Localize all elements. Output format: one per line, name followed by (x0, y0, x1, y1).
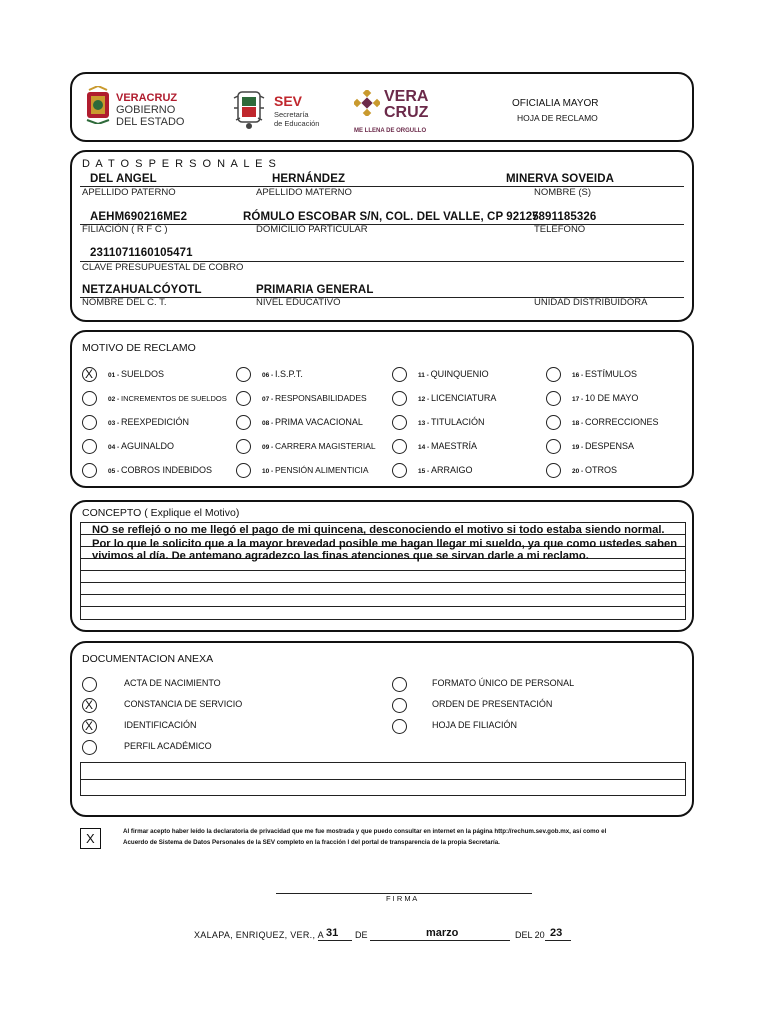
motivo-checkbox[interactable] (82, 439, 97, 454)
apellido-paterno-value: DEL ANGEL (90, 173, 157, 185)
motivo-option-label (262, 370, 303, 380)
motivo-option-label (418, 418, 485, 428)
motivo-option-number: 05 - (108, 468, 122, 475)
motivo-option-text: 10 DE MAYO (585, 393, 639, 403)
motivo-option-label (108, 394, 227, 404)
apellido-materno-label: APELLIDO MATERNO (256, 187, 352, 198)
documentacion-lines (80, 762, 686, 796)
document-option-label: IDENTIFICACIÓN (124, 720, 197, 730)
row2-line (80, 224, 684, 225)
motivo-option-number: 12 - (418, 396, 432, 403)
datos-personales-title: D A T O S P E R S O N A L E S (82, 158, 278, 170)
veracruz-logo-line3: DEL ESTADO (116, 116, 185, 128)
motivo-option-text: QUINQUENIO (430, 369, 489, 379)
motivo-option-number: 15 - (418, 468, 432, 475)
motivo-option-text: CORRECCIONES (585, 417, 659, 427)
motivo-checkbox[interactable] (546, 439, 561, 454)
date-month-line (370, 940, 510, 941)
motivo-option-text: PENSIÓN ALIMENTICIA (275, 465, 369, 475)
motivo-checkbox[interactable] (546, 391, 561, 406)
document-option-label: CONSTANCIA DE SERVICIO (124, 699, 243, 709)
document-check-mark: X (85, 698, 94, 712)
motivo-option-text: MAESTRÍA (431, 441, 478, 451)
sev-shield-icon (232, 88, 266, 135)
motivo-option-label (418, 466, 473, 476)
sev-logo-abbr: SEV (274, 93, 303, 109)
motivo-option-text: REEXPEDICIÓN (121, 417, 190, 427)
motivo-option-label (108, 370, 164, 380)
sev-logo-line1: Secretaría (274, 110, 309, 119)
nombre-label: NOMBRE (S) (534, 187, 591, 198)
motivo-option-number: 08 - (262, 420, 276, 427)
document-option-label: HOJA DE FILIACIÓN (432, 720, 518, 730)
document-option-label: ORDEN DE PRESENTACIÓN (432, 699, 553, 709)
nivel-value: PRIMARIA GENERAL (256, 284, 374, 296)
telefono-label: TELÉFONO (534, 224, 586, 235)
motivo-option-number: 03 - (108, 420, 122, 427)
clave-value: 2311071160105471 (90, 247, 193, 259)
veracruz-logo-line2: GOBIERNO (116, 104, 176, 116)
privacy-checkbox[interactable] (80, 828, 101, 849)
motivo-option-number: 17 - (572, 396, 586, 403)
nivel-label: NIVEL EDUCATIVO (256, 297, 341, 308)
signature-label: F I R M A (386, 894, 418, 903)
motivo-checkbox[interactable] (392, 415, 407, 430)
motivo-option-text: DESPENSA (585, 441, 635, 451)
motivo-option-text: I.S.P.T. (275, 369, 303, 379)
motivo-option-label (572, 442, 634, 452)
motivo-checkbox[interactable] (82, 463, 97, 478)
office-title: OFICIALIA MAYOR (512, 98, 599, 109)
document-checkbox[interactable] (82, 740, 97, 755)
motivo-option-number: 01 - (108, 372, 122, 379)
motivo-checkbox[interactable] (236, 415, 251, 430)
motivo-option-label (262, 418, 363, 428)
motivo-checkbox[interactable] (236, 391, 251, 406)
date-prefix: XALAPA, ENRIQUEZ, VER., A (194, 930, 324, 940)
motivo-option-text: ESTÍMULOS (585, 369, 638, 379)
date-year: 23 (550, 927, 563, 939)
motivo-option-number: 16 - (572, 372, 586, 379)
motivo-check-mark: X (85, 367, 94, 381)
motivo-option-number: 04 - (108, 444, 122, 451)
date-day: 31 (326, 927, 339, 939)
sev-logo-line2: de Educación (274, 119, 320, 128)
telefono-value: 7891185326 (532, 211, 597, 223)
date-day-line (318, 940, 352, 941)
motivo-option-number: 13 - (418, 420, 432, 427)
motivo-option-label (262, 394, 367, 404)
motivo-option-number: 10 - (262, 468, 276, 475)
motivo-checkbox[interactable] (82, 391, 97, 406)
motivo-option-number: 18 - (572, 420, 586, 427)
privacy-text-line2: Acuerdo de Sistema de Datos Personales de la SEV completo en la fracción I del portal de transparencia de la propia Secretaría. (123, 839, 500, 846)
ct-value: NETZAHUALCÓYOTL (82, 284, 202, 296)
motivo-checkbox[interactable] (546, 415, 561, 430)
document-checkbox[interactable] (392, 719, 407, 734)
motivo-checkbox[interactable] (546, 463, 561, 478)
nombre-value: MINERVA SOVEIDA (506, 173, 614, 185)
motivo-option-label (108, 418, 189, 428)
concepto-line-1: NO se reflejó o no me llegó el pago de mi quincena, desconociendo el motivo si todo estaba siendo normal. (92, 524, 665, 536)
motivo-option-text: COBROS INDEBIDOS (121, 465, 213, 475)
rfc-label: FILIACIÓN ( R F C ) (82, 224, 168, 235)
motivo-option-text: AGUINALDO (121, 441, 175, 451)
motivo-option-label (418, 394, 496, 404)
ct-label: NOMBRE DEL C. T. (82, 297, 167, 308)
domicilio-value: RÓMULO ESCOBAR S/N, COL. DEL VALLE, CP 92125 (243, 211, 539, 223)
motivo-option-label (572, 370, 637, 380)
motivo-option-text: INCREMENTOS DE SUELDOS (121, 394, 227, 403)
document-option-label: ACTA DE NACIMIENTO (124, 678, 221, 688)
motivo-option-label (418, 442, 477, 452)
document-check-mark: X (85, 719, 94, 733)
motivo-option-text: SUELDOS (121, 369, 165, 379)
date-del: DEL 20 (515, 930, 545, 940)
motivo-option-number: 09 - (262, 444, 276, 451)
motivo-option-label (418, 370, 489, 380)
motivo-checkbox[interactable] (236, 367, 251, 382)
document-option-label: FORMATO ÚNICO DE PERSONAL (432, 678, 575, 688)
motivo-option-label (572, 394, 638, 404)
domicilio-label: DOMICILIO PARTICULAR (256, 224, 368, 235)
motivo-checkbox[interactable] (392, 439, 407, 454)
motivo-option-text: ARRAIGO (431, 465, 473, 475)
rfc-value: AEHM690216ME2 (90, 211, 188, 223)
motivo-checkbox[interactable] (82, 415, 97, 430)
date-de: DE (355, 930, 368, 940)
motivo-option-label (262, 442, 376, 452)
concepto-title: CONCEPTO ( Explique el Motivo) (82, 507, 240, 519)
apellido-paterno-label: APELLIDO PATERNO (82, 187, 176, 198)
concepto-lines (80, 522, 686, 620)
motivo-checkbox[interactable] (392, 367, 407, 382)
motivo-checkbox[interactable] (546, 367, 561, 382)
motivo-option-number: 07 - (262, 396, 276, 403)
motivo-checkbox[interactable] (236, 463, 251, 478)
motivo-option-number: 19 - (572, 444, 586, 451)
document-checkbox[interactable] (82, 719, 97, 734)
motivo-checkbox[interactable] (392, 463, 407, 478)
motivo-option-label (262, 466, 369, 476)
motivo-option-number: 06 - (262, 372, 276, 379)
motivo-option-text: OTROS (585, 465, 618, 475)
date-month: marzo (426, 927, 459, 939)
motivo-option-text: CARRERA MAGISTERIAL (275, 441, 376, 451)
motivo-option-number: 14 - (418, 444, 432, 451)
vera-logo-tagline: ME LLENA DE ORGULLO (354, 128, 427, 134)
unidad-label: UNIDAD DISTRIBUIDORA (534, 297, 648, 308)
vera-ornament-icon (354, 90, 380, 121)
document-checkbox[interactable] (392, 698, 407, 713)
motivo-option-text: LICENCIATURA (431, 393, 497, 403)
motivo-checkbox[interactable] (82, 367, 97, 382)
motivo-option-number: 02 - (108, 396, 122, 403)
motivo-option-number: 11 - (418, 372, 431, 379)
document-checkbox[interactable] (392, 677, 407, 692)
motivo-checkbox[interactable] (236, 439, 251, 454)
concepto-line-2: Por lo que le solicito que a la mayor brevedad posible me hagan llegar mi sueldo, ya que como ustedes saben (92, 538, 678, 550)
document-checkbox[interactable] (82, 677, 97, 692)
motivo-option-label (108, 466, 212, 476)
concepto-line-3: vivimos al día. De antemano agradezco las finas atenciones que se sirvan darle a mi reclamo. (92, 550, 589, 562)
date-year-line (545, 940, 571, 941)
motivo-option-number: 20 - (572, 468, 586, 475)
privacy-checkbox-mark: X (86, 831, 95, 846)
motivo-checkbox[interactable] (392, 391, 407, 406)
document-title: HOJA DE RECLAMO (517, 113, 598, 123)
vera-logo-line1: VERA (384, 88, 429, 105)
motivo-option-text: RESPONSABILIDADES (275, 393, 367, 403)
veracruz-shield-icon (84, 86, 112, 129)
motivo-option-label (572, 466, 617, 476)
motivo-option-label (572, 418, 659, 428)
veracruz-logo-line1: VERACRUZ (116, 92, 178, 104)
motivo-title: MOTIVO DE RECLAMO (82, 342, 196, 354)
motivo-option-text: TITULACIÓN (431, 417, 485, 427)
document-option-label: PERFIL ACADÉMICO (124, 741, 212, 751)
document-checkbox[interactable] (82, 698, 97, 713)
motivo-option-label (108, 442, 174, 452)
apellido-materno-value: HERNÁNDEZ (272, 173, 346, 185)
privacy-text-line1: Al firmar acepto haber leído la declaratoria de privacidad que me fue mostrada y que puedo consultar en internet en la página http://rechum.sev.gob.mx, así como el (123, 828, 607, 835)
clave-label: CLAVE PRESUPUESTAL DE COBRO (82, 262, 244, 273)
vera-logo-line2: CRUZ (384, 104, 429, 121)
motivo-option-text: PRIMA VACACIONAL (275, 417, 363, 427)
documentacion-title: DOCUMENTACION ANEXA (82, 653, 214, 665)
